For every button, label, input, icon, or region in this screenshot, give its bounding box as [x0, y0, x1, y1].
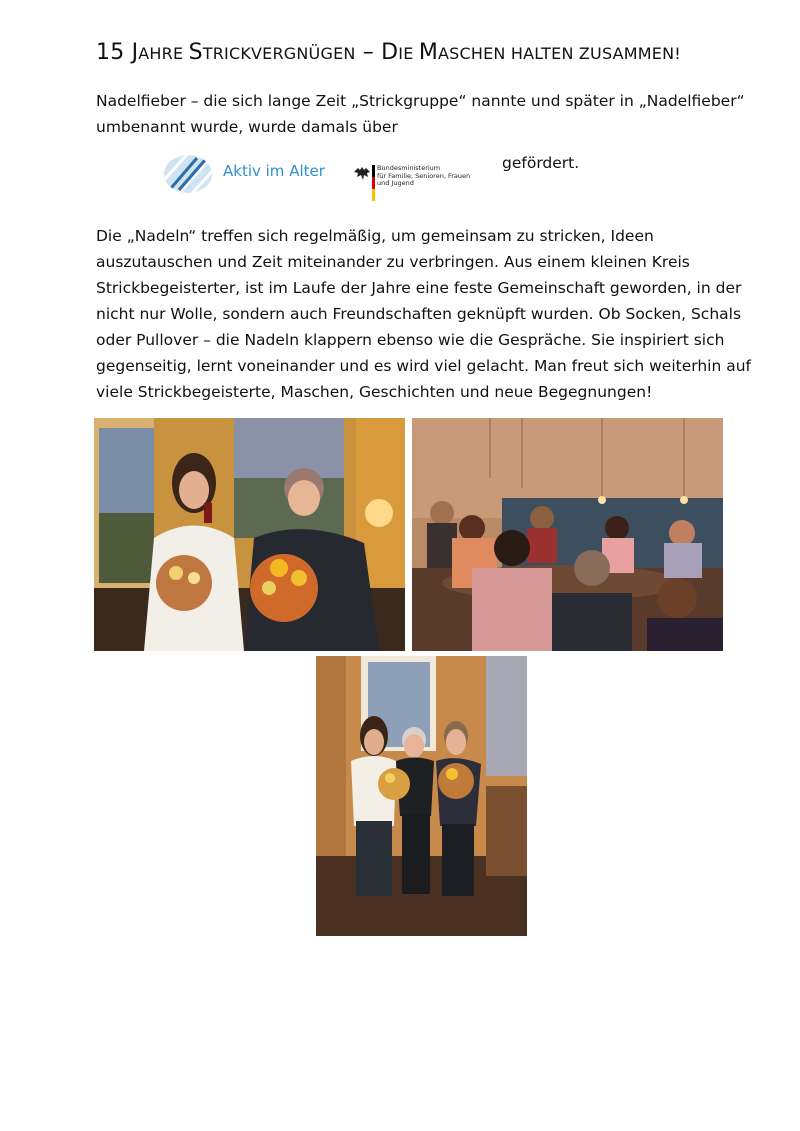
ministry-line: und Jugend — [377, 179, 414, 187]
title-fragment: ASCHEN HALTEN ZUSAMMEN! — [438, 44, 681, 63]
title-fragment: D — [381, 40, 399, 65]
intro-paragraph: Nadelfieber – die sich lange Zeit „Strickgruppe“ nannte und später in „Nadelfieber“ umbenannt wurde, wurde damals über — [96, 92, 745, 136]
title-fragment: IE — [398, 44, 419, 63]
photo-flower-presentation — [94, 418, 405, 651]
title-fragment: TRICKVERGNÜGEN — [202, 44, 356, 63]
aktiv-im-alter-logo-icon — [163, 152, 215, 196]
title-fragment: – — [355, 40, 382, 65]
title-fragment: S — [188, 40, 203, 65]
federal-eagle-icon — [350, 148, 376, 206]
body-paragraph: Die „Nadeln“ treffen sich regelmäßig, um gemeinsam zu stricken, Ideen auszutauschen und Zeit miteinander zu verbringen. Aus einem kleinen Kreis Strickbegeisterter, ist im Laufe der Jahre eine feste Gemeinschaft geworden, in der nicht nur Wolle, sondern auch Freundschaften geknüpft wurden. Ob Socken, Schals oder Pullover – die Nadeln klappern ebenso wie die Gespräche. Sie inspiriert sich gegenseitig, lernt voneinander und es wird viel gelacht. Man freut sich weiterhin auf viele Strickbegeisterte, Maschen, Geschichten und neue Begegnungen! — [96, 227, 752, 401]
sponsor-logos — [163, 148, 483, 208]
aktiv-im-alter-label: Aktiv im Alter — [223, 162, 325, 180]
ministry-line: Bundesministerium — [377, 164, 441, 172]
photo-knitting-group — [412, 418, 723, 651]
ministry-line: für Familie, Senioren, Frauen — [377, 171, 471, 180]
title-fragment: 15 J — [96, 40, 139, 65]
funded-label: gefördert. — [502, 154, 580, 172]
page-title — [96, 40, 681, 65]
photo-three-women — [316, 656, 527, 936]
title-fragment: M — [418, 40, 438, 65]
ministry-logo — [350, 148, 490, 206]
ministry-name — [377, 165, 487, 188]
title-fragment: AHRE — [138, 44, 189, 63]
